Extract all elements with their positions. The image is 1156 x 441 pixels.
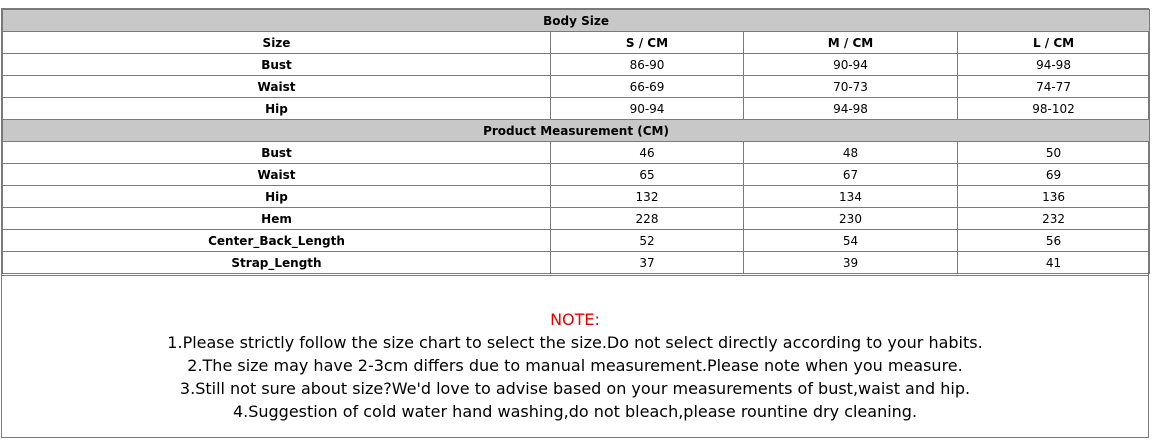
row-label: Waist [3, 76, 551, 98]
table-row [3, 54, 1150, 76]
cell-m: 67 [744, 164, 958, 186]
cell-s: 46 [551, 142, 744, 164]
cell-l: 50 [958, 142, 1150, 164]
cell-l: 98-102 [958, 98, 1150, 120]
cell-s: 52 [551, 230, 744, 252]
cell-m: 54 [744, 230, 958, 252]
cell-s: 90-94 [551, 98, 744, 120]
cell-m: 94-98 [744, 98, 958, 120]
cell-s: 86-90 [551, 54, 744, 76]
note-line-1: 1.Please strictly follow the size chart to select the size.Do not select directly according to your habits. [167, 333, 983, 352]
note-box [2, 275, 1148, 437]
cell-m: 90-94 [744, 54, 958, 76]
cell-s: 66-69 [551, 76, 744, 98]
cell-s: 132 [551, 186, 744, 208]
table-row [3, 164, 1150, 186]
note-line-2: 2.The size may have 2-3cm differs due to manual measurement.Please note when you measure. [187, 356, 963, 375]
product-measurement-section-header [3, 120, 1150, 142]
row-label: Waist [3, 164, 551, 186]
note-content [2, 308, 1148, 423]
row-label: Hip [3, 186, 551, 208]
body-size-section-header [3, 10, 1150, 32]
note-line-3: 3.Still not sure about size?We'd love to advise based on your measurements of bust,waist and hip. [179, 379, 971, 398]
cell-l: 232 [958, 208, 1150, 230]
cell-m: 70-73 [744, 76, 958, 98]
header-m: M / CM [744, 32, 958, 54]
table-row [3, 230, 1150, 252]
row-label: Bust [3, 54, 551, 76]
header-l: L / CM [958, 32, 1150, 54]
product-measurement-title: Product Measurement (CM) [3, 120, 1150, 142]
header-size: Size [3, 32, 551, 54]
note-title: NOTE: [550, 310, 600, 329]
cell-s: 37 [551, 252, 744, 274]
size-header-row [3, 32, 1150, 54]
table-row [3, 142, 1150, 164]
row-label: Center_Back_Length [3, 230, 551, 252]
row-label: Hem [3, 208, 551, 230]
cell-l: 41 [958, 252, 1150, 274]
cell-l: 56 [958, 230, 1150, 252]
row-label: Strap_Length [3, 252, 551, 274]
table-row [3, 98, 1150, 120]
row-label: Hip [3, 98, 551, 120]
table-row [3, 186, 1150, 208]
cell-l: 136 [958, 186, 1150, 208]
cell-m: 39 [744, 252, 958, 274]
body-size-title: Body Size [3, 10, 1150, 32]
cell-l: 69 [958, 164, 1150, 186]
table-row [3, 252, 1150, 274]
size-table [2, 9, 1150, 274]
table-row [3, 208, 1150, 230]
size-chart [1, 8, 1149, 438]
cell-s: 65 [551, 164, 744, 186]
table-row [3, 76, 1150, 98]
header-s: S / CM [551, 32, 744, 54]
row-label: Bust [3, 142, 551, 164]
note-line-4: 4.Suggestion of cold water hand washing,do not bleach,please rountine dry cleaning. [232, 402, 918, 421]
cell-l: 74-77 [958, 76, 1150, 98]
cell-s: 228 [551, 208, 744, 230]
cell-m: 134 [744, 186, 958, 208]
cell-l: 94-98 [958, 54, 1150, 76]
cell-m: 48 [744, 142, 958, 164]
cell-m: 230 [744, 208, 958, 230]
